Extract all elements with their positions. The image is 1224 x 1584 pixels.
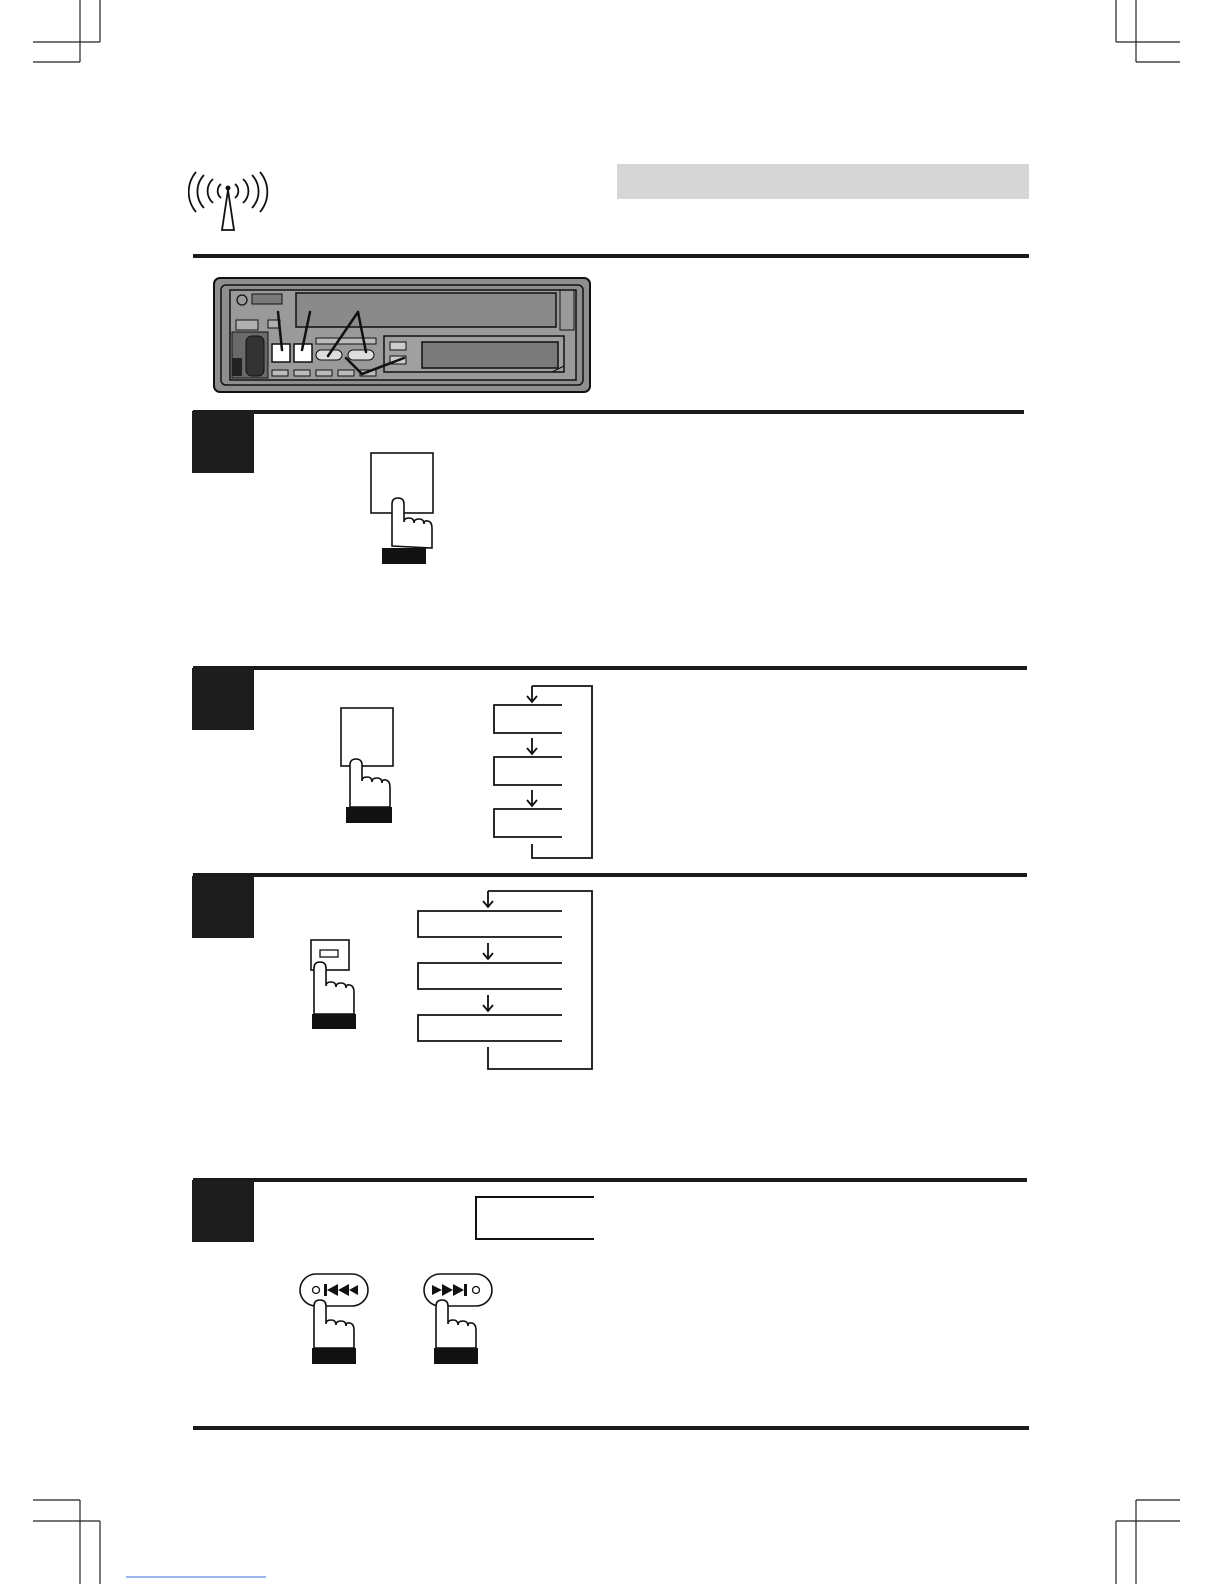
display-frame bbox=[472, 1195, 596, 1243]
step-3-number-box bbox=[192, 876, 254, 938]
step-2-number-box bbox=[192, 668, 254, 730]
step-1-rule bbox=[193, 410, 1024, 414]
step-3-rule bbox=[193, 873, 1027, 877]
radio-antenna-icon bbox=[188, 168, 270, 236]
step-1-number-box bbox=[192, 411, 254, 473]
pressing-hand-icon bbox=[370, 452, 436, 568]
top-rule bbox=[193, 254, 1029, 258]
step-4-number-box bbox=[192, 1180, 254, 1242]
step-2-rule bbox=[193, 666, 1027, 670]
header-band bbox=[617, 164, 1029, 199]
bottom-rule bbox=[193, 1426, 1029, 1430]
step-4-rule bbox=[193, 1178, 1027, 1182]
mode-cycle-diagram-a bbox=[490, 682, 596, 862]
stereo-faceplate-illustration bbox=[212, 276, 592, 394]
seek-up-button-icon bbox=[420, 1272, 494, 1366]
pressing-hand-icon bbox=[306, 938, 362, 1030]
seek-down-button-icon bbox=[298, 1272, 372, 1366]
mode-cycle-diagram-b bbox=[414, 887, 596, 1073]
pressing-hand-icon bbox=[338, 707, 404, 823]
